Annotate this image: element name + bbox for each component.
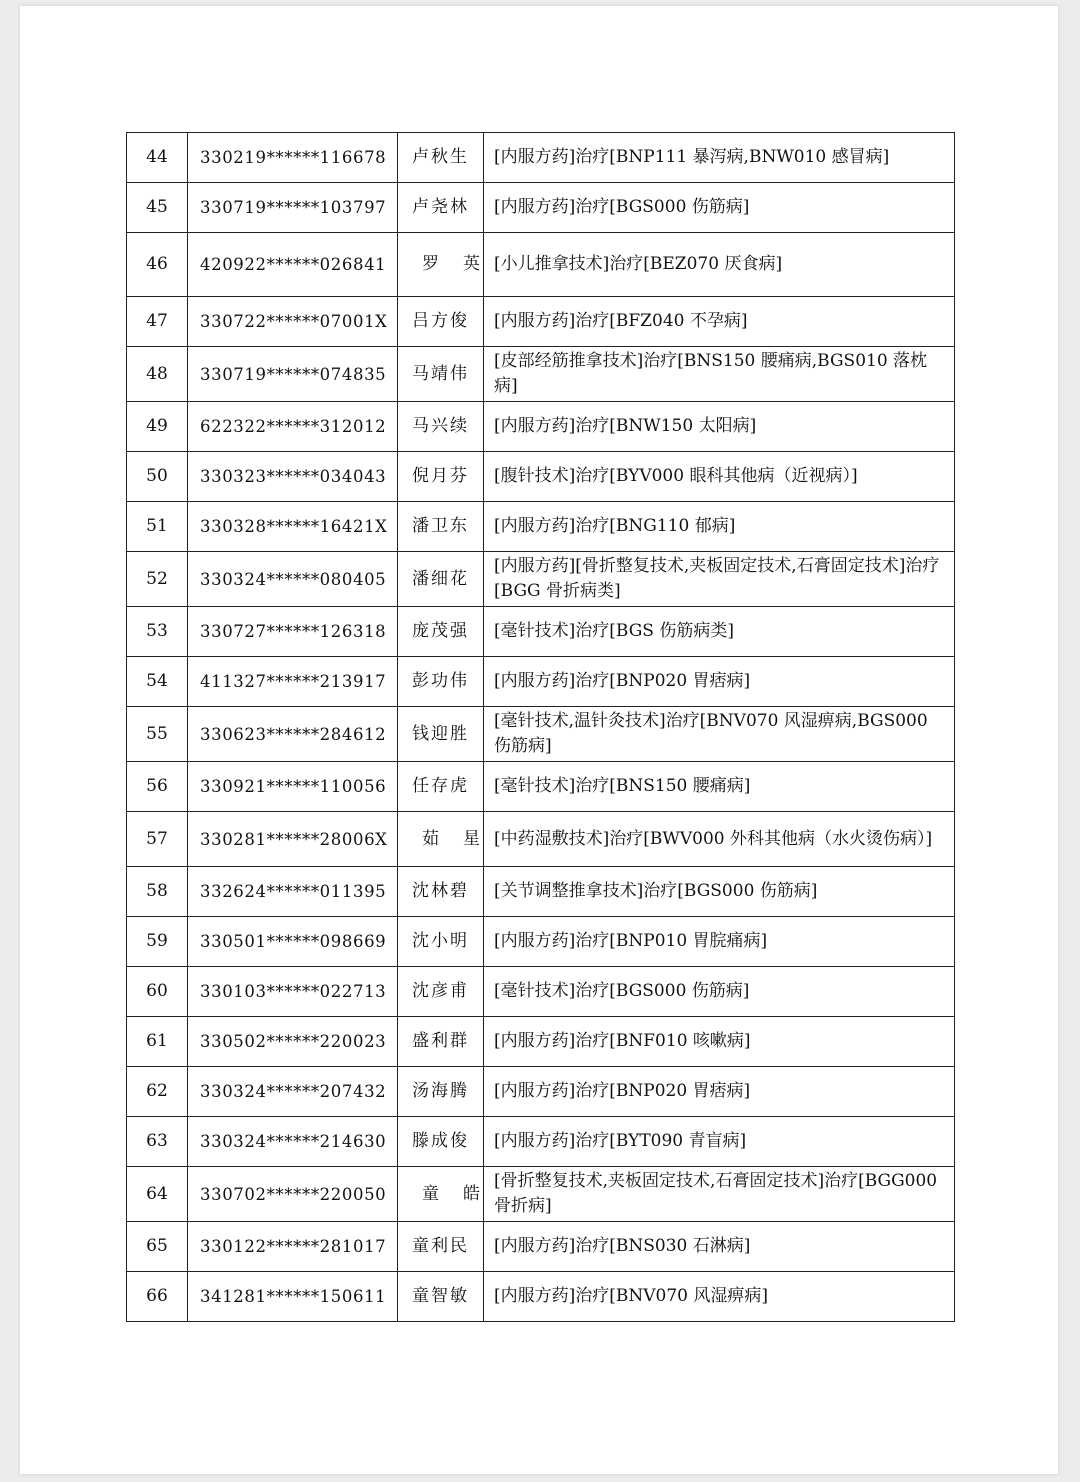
row-number: 63	[127, 1117, 188, 1167]
row-number: 49	[127, 402, 188, 452]
treatment-item: [内服方药]治疗[BNV070 风湿痹病]	[484, 1272, 955, 1322]
person-name: 茹星	[398, 812, 484, 867]
id-number: 332624******011395	[188, 867, 398, 917]
person-name: 滕成俊	[398, 1117, 484, 1167]
id-number: 330328******16421X	[188, 502, 398, 552]
id-number: 330324******080405	[188, 552, 398, 607]
treatment-item: [内服方药]治疗[BNG110 郁病]	[484, 502, 955, 552]
treatment-item: [内服方药]治疗[BNP020 胃痞病]	[484, 657, 955, 707]
treatment-item: [内服方药]治疗[BNP111 暴泻病,BNW010 感冒病]	[484, 133, 955, 183]
table-row	[127, 183, 955, 233]
row-number: 46	[127, 233, 188, 297]
table-row	[127, 607, 955, 657]
treatment-item: [内服方药]治疗[BGS000 伤筋病]	[484, 183, 955, 233]
person-name: 倪月芬	[398, 452, 484, 502]
row-number: 65	[127, 1222, 188, 1272]
row-number: 58	[127, 867, 188, 917]
table-row	[127, 867, 955, 917]
treatment-item: [内服方药]治疗[BNW150 太阳病]	[484, 402, 955, 452]
treatment-item: [皮部经筋推拿技术]治疗[BNS150 腰痛病,BGS010 落枕病]	[484, 347, 955, 402]
person-name: 童利民	[398, 1222, 484, 1272]
id-number: 420922******026841	[188, 233, 398, 297]
table-body	[127, 133, 955, 1322]
table-row	[127, 502, 955, 552]
table-row	[127, 812, 955, 867]
id-number: 330623******284612	[188, 707, 398, 762]
id-number: 330722******07001X	[188, 297, 398, 347]
row-number: 44	[127, 133, 188, 183]
row-number: 61	[127, 1017, 188, 1067]
treatment-item: [内服方药]治疗[BFZ040 不孕病]	[484, 297, 955, 347]
row-number: 52	[127, 552, 188, 607]
table-row	[127, 762, 955, 812]
id-number: 330727******126318	[188, 607, 398, 657]
table-row	[127, 1167, 955, 1222]
id-number: 622322******312012	[188, 402, 398, 452]
row-number: 59	[127, 917, 188, 967]
id-number: 330921******110056	[188, 762, 398, 812]
table-row	[127, 347, 955, 402]
table-row	[127, 1067, 955, 1117]
person-name: 罗英	[398, 233, 484, 297]
treatment-item: [关节调整推拿技术]治疗[BGS000 伤筋病]	[484, 867, 955, 917]
row-number: 54	[127, 657, 188, 707]
person-name: 庞茂强	[398, 607, 484, 657]
id-number: 330502******220023	[188, 1017, 398, 1067]
treatment-item: [内服方药][骨折整复技术,夹板固定技术,石膏固定技术]治疗[BGG 骨折病类]	[484, 552, 955, 607]
treatment-item: [小儿推拿技术]治疗[BEZ070 厌食病]	[484, 233, 955, 297]
id-number: 330324******214630	[188, 1117, 398, 1167]
table-row	[127, 133, 955, 183]
id-number: 330122******281017	[188, 1222, 398, 1272]
id-number: 330702******220050	[188, 1167, 398, 1222]
table-row	[127, 233, 955, 297]
table-row	[127, 967, 955, 1017]
id-number: 330501******098669	[188, 917, 398, 967]
person-name: 卢秋生	[398, 133, 484, 183]
treatment-item: [内服方药]治疗[BNF010 咳嗽病]	[484, 1017, 955, 1067]
person-name: 盛利群	[398, 1017, 484, 1067]
id-number: 330281******28006X	[188, 812, 398, 867]
row-number: 55	[127, 707, 188, 762]
treatment-item: [内服方药]治疗[BNP010 胃脘痛病]	[484, 917, 955, 967]
row-number: 64	[127, 1167, 188, 1222]
person-name: 童皓	[398, 1167, 484, 1222]
table-row	[127, 1117, 955, 1167]
table-row	[127, 657, 955, 707]
id-number: 411327******213917	[188, 657, 398, 707]
row-number: 45	[127, 183, 188, 233]
row-number: 50	[127, 452, 188, 502]
person-name: 卢尧林	[398, 183, 484, 233]
person-name: 汤海腾	[398, 1067, 484, 1117]
treatment-item: [毫针技术,温针灸技术]治疗[BNV070 风湿痹病,BGS000 伤筋病]	[484, 707, 955, 762]
row-number: 47	[127, 297, 188, 347]
treatment-item: [毫针技术]治疗[BNS150 腰痛病]	[484, 762, 955, 812]
person-name: 童智敏	[398, 1272, 484, 1322]
row-number: 56	[127, 762, 188, 812]
treatment-item: [内服方药]治疗[BNP020 胃痞病]	[484, 1067, 955, 1117]
row-number: 62	[127, 1067, 188, 1117]
table-row	[127, 707, 955, 762]
table-row	[127, 917, 955, 967]
id-number: 330324******207432	[188, 1067, 398, 1117]
treatment-item: [中药湿敷技术]治疗[BWV000 外科其他病（水火烫伤病）]	[484, 812, 955, 867]
row-number: 60	[127, 967, 188, 1017]
id-number: 330103******022713	[188, 967, 398, 1017]
id-number: 330719******103797	[188, 183, 398, 233]
approval-table	[126, 132, 955, 1322]
table-row	[127, 1017, 955, 1067]
treatment-item: [骨折整复技术,夹板固定技术,石膏固定技术]治疗[BGG000 骨折病]	[484, 1167, 955, 1222]
person-name: 彭功伟	[398, 657, 484, 707]
id-number: 330323******034043	[188, 452, 398, 502]
document-page	[20, 6, 1058, 1474]
treatment-item: [腹针技术]治疗[BYV000 眼科其他病（近视病）]	[484, 452, 955, 502]
person-name: 任存虎	[398, 762, 484, 812]
id-number: 330219******116678	[188, 133, 398, 183]
person-name: 马靖伟	[398, 347, 484, 402]
treatment-item: [内服方药]治疗[BYT090 青盲病]	[484, 1117, 955, 1167]
table-row	[127, 1222, 955, 1272]
table-row	[127, 297, 955, 347]
id-number: 330719******074835	[188, 347, 398, 402]
person-name: 潘细花	[398, 552, 484, 607]
row-number: 66	[127, 1272, 188, 1322]
treatment-item: [内服方药]治疗[BNS030 石淋病]	[484, 1222, 955, 1272]
table-row	[127, 402, 955, 452]
person-name: 沈小明	[398, 917, 484, 967]
person-name: 潘卫东	[398, 502, 484, 552]
treatment-item: [毫针技术]治疗[BGS 伤筋病类]	[484, 607, 955, 657]
row-number: 48	[127, 347, 188, 402]
row-number: 51	[127, 502, 188, 552]
person-name: 钱迎胜	[398, 707, 484, 762]
table-row	[127, 1272, 955, 1322]
table-row	[127, 452, 955, 502]
table-row	[127, 552, 955, 607]
person-name: 沈彦甫	[398, 967, 484, 1017]
row-number: 57	[127, 812, 188, 867]
treatment-item: [毫针技术]治疗[BGS000 伤筋病]	[484, 967, 955, 1017]
id-number: 341281******150611	[188, 1272, 398, 1322]
row-number: 53	[127, 607, 188, 657]
person-name: 沈林碧	[398, 867, 484, 917]
person-name: 吕方俊	[398, 297, 484, 347]
person-name: 马兴续	[398, 402, 484, 452]
